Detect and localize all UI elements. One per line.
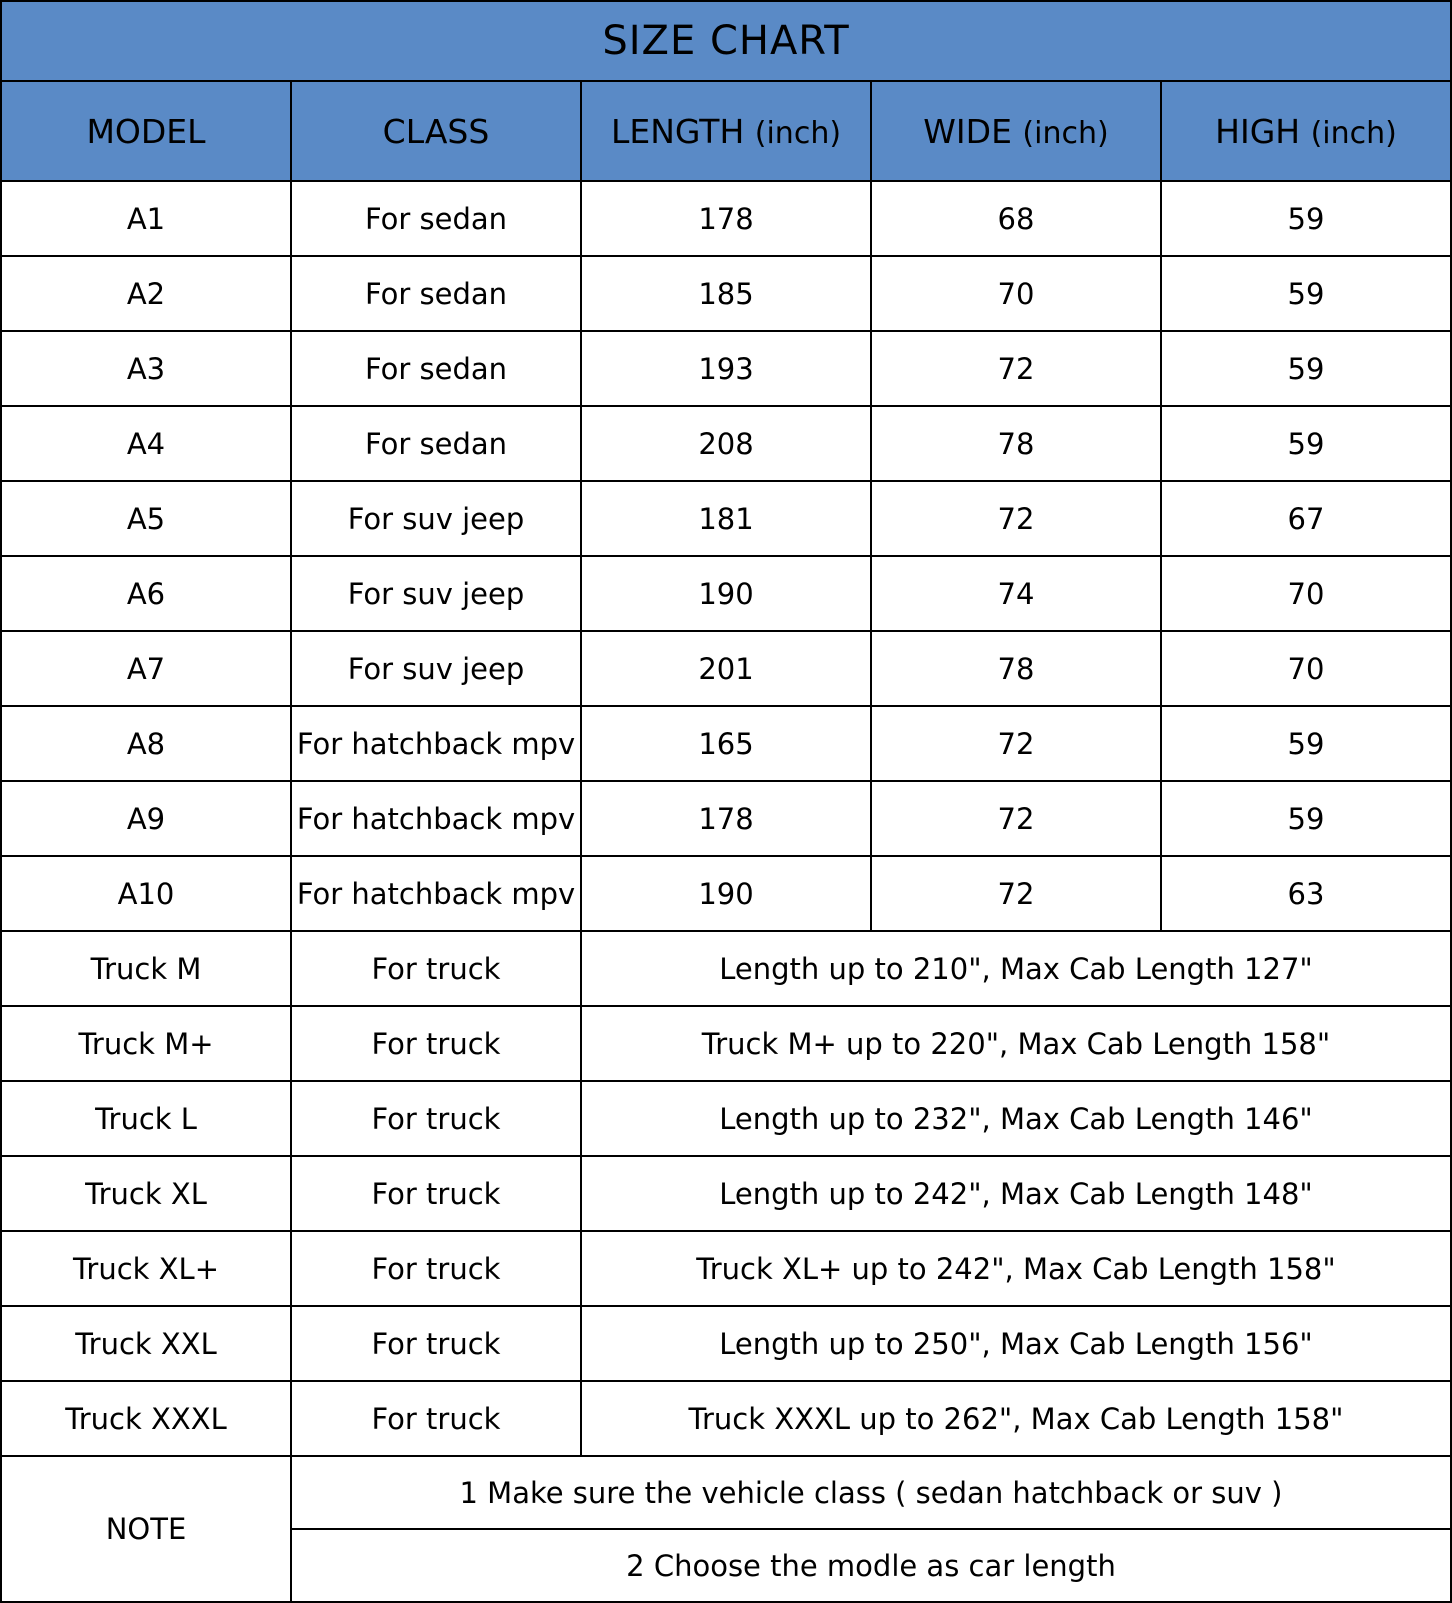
cell-length: 208 — [581, 406, 871, 481]
cell-class: For truck — [291, 1006, 581, 1081]
cell-spec: Truck XXXL up to 262", Max Cab Length 158" — [581, 1381, 1451, 1456]
table-row — [1, 1306, 1451, 1381]
note-line-1: 1 Make sure the vehicle class ( sedan hatchback or suv ) — [291, 1456, 1451, 1529]
cell-spec: Length up to 250", Max Cab Length 156" — [581, 1306, 1451, 1381]
cell-high: 59 — [1161, 706, 1451, 781]
table-row — [1, 931, 1451, 1006]
cell-high: 59 — [1161, 331, 1451, 406]
cell-wide: 70 — [871, 256, 1161, 331]
table-row — [1, 1231, 1451, 1306]
cell-model: A10 — [1, 856, 291, 931]
cell-class: For truck — [291, 931, 581, 1006]
table-row — [1, 706, 1451, 781]
cell-model: A1 — [1, 181, 291, 256]
cell-class: For truck — [291, 1381, 581, 1456]
cell-class: For hatchback mpv — [291, 706, 581, 781]
cell-model: Truck XL — [1, 1156, 291, 1231]
column-header-model: MODEL — [1, 81, 291, 181]
note-line-2: 2 Choose the modle as car length — [291, 1529, 1451, 1602]
table-row — [1, 1081, 1451, 1156]
cell-model: A5 — [1, 481, 291, 556]
column-header-wide-label: WIDE — [923, 111, 1012, 151]
cell-spec: Truck XL+ up to 242", Max Cab Length 158" — [581, 1231, 1451, 1306]
cell-spec: Truck M+ up to 220", Max Cab Length 158" — [581, 1006, 1451, 1081]
cell-wide: 72 — [871, 781, 1161, 856]
cell-high: 59 — [1161, 406, 1451, 481]
table-row — [1, 1381, 1451, 1456]
cell-model: A4 — [1, 406, 291, 481]
cell-model: Truck M+ — [1, 1006, 291, 1081]
table-row — [1, 1006, 1451, 1081]
cell-high: 59 — [1161, 781, 1451, 856]
cell-wide: 78 — [871, 631, 1161, 706]
column-header-length — [581, 81, 871, 181]
cell-model: A2 — [1, 256, 291, 331]
column-header-length-unit: (inch) — [754, 115, 842, 151]
cell-class: For sedan — [291, 256, 581, 331]
cell-class: For truck — [291, 1156, 581, 1231]
cell-model: Truck L — [1, 1081, 291, 1156]
cell-high: 63 — [1161, 856, 1451, 931]
table-row — [1, 181, 1451, 256]
note-label: NOTE — [1, 1456, 291, 1602]
cell-class: For sedan — [291, 406, 581, 481]
cell-length: 178 — [581, 781, 871, 856]
cell-class: For suv jeep — [291, 481, 581, 556]
cell-wide: 78 — [871, 406, 1161, 481]
cell-length: 185 — [581, 256, 871, 331]
cell-length: 193 — [581, 331, 871, 406]
cell-length: 165 — [581, 706, 871, 781]
cell-length: 181 — [581, 481, 871, 556]
header-row — [1, 81, 1451, 181]
cell-class: For hatchback mpv — [291, 781, 581, 856]
column-header-high-unit: (inch) — [1310, 115, 1397, 151]
cell-spec: Length up to 242", Max Cab Length 148" — [581, 1156, 1451, 1231]
cell-wide: 74 — [871, 556, 1161, 631]
column-header-wide-unit: (inch) — [1022, 115, 1109, 151]
cell-model: A3 — [1, 331, 291, 406]
cell-length: 190 — [581, 556, 871, 631]
cell-high: 59 — [1161, 181, 1451, 256]
cell-model: A9 — [1, 781, 291, 856]
column-header-high — [1161, 81, 1451, 181]
cell-model: A7 — [1, 631, 291, 706]
cell-model: A6 — [1, 556, 291, 631]
cell-high: 70 — [1161, 556, 1451, 631]
cell-class: For truck — [291, 1306, 581, 1381]
cell-class: For suv jeep — [291, 556, 581, 631]
title-row — [1, 1, 1451, 81]
cell-wide: 68 — [871, 181, 1161, 256]
cell-class: For truck — [291, 1081, 581, 1156]
column-header-wide — [871, 81, 1161, 181]
cell-model: Truck XXL — [1, 1306, 291, 1381]
table-row — [1, 856, 1451, 931]
column-header-high-label: HIGH — [1215, 111, 1301, 151]
cell-model: A8 — [1, 706, 291, 781]
cell-wide: 72 — [871, 331, 1161, 406]
table-row — [1, 556, 1451, 631]
cell-length: 190 — [581, 856, 871, 931]
cell-class: For sedan — [291, 331, 581, 406]
cell-model: Truck XXXL — [1, 1381, 291, 1456]
cell-high: 67 — [1161, 481, 1451, 556]
cell-length: 201 — [581, 631, 871, 706]
cell-class: For sedan — [291, 181, 581, 256]
table-row — [1, 406, 1451, 481]
chart-title: SIZE CHART — [1, 1, 1451, 81]
column-header-length-label: LENGTH — [610, 111, 745, 151]
table-row — [1, 781, 1451, 856]
table-row — [1, 481, 1451, 556]
cell-class: For truck — [291, 1231, 581, 1306]
cell-high: 59 — [1161, 256, 1451, 331]
table-row — [1, 631, 1451, 706]
table-row — [1, 256, 1451, 331]
column-header-class: CLASS — [291, 81, 581, 181]
cell-wide: 72 — [871, 481, 1161, 556]
cell-model: Truck M — [1, 931, 291, 1006]
cell-wide: 72 — [871, 706, 1161, 781]
table-row — [1, 331, 1451, 406]
table-row — [1, 1156, 1451, 1231]
note-row-1 — [1, 1456, 1451, 1529]
cell-spec: Length up to 232", Max Cab Length 146" — [581, 1081, 1451, 1156]
cell-model: Truck XL+ — [1, 1231, 291, 1306]
cell-high: 70 — [1161, 631, 1451, 706]
cell-wide: 72 — [871, 856, 1161, 931]
cell-length: 178 — [581, 181, 871, 256]
cell-spec: Length up to 210", Max Cab Length 127" — [581, 931, 1451, 1006]
cell-class: For suv jeep — [291, 631, 581, 706]
cell-class: For hatchback mpv — [291, 856, 581, 931]
